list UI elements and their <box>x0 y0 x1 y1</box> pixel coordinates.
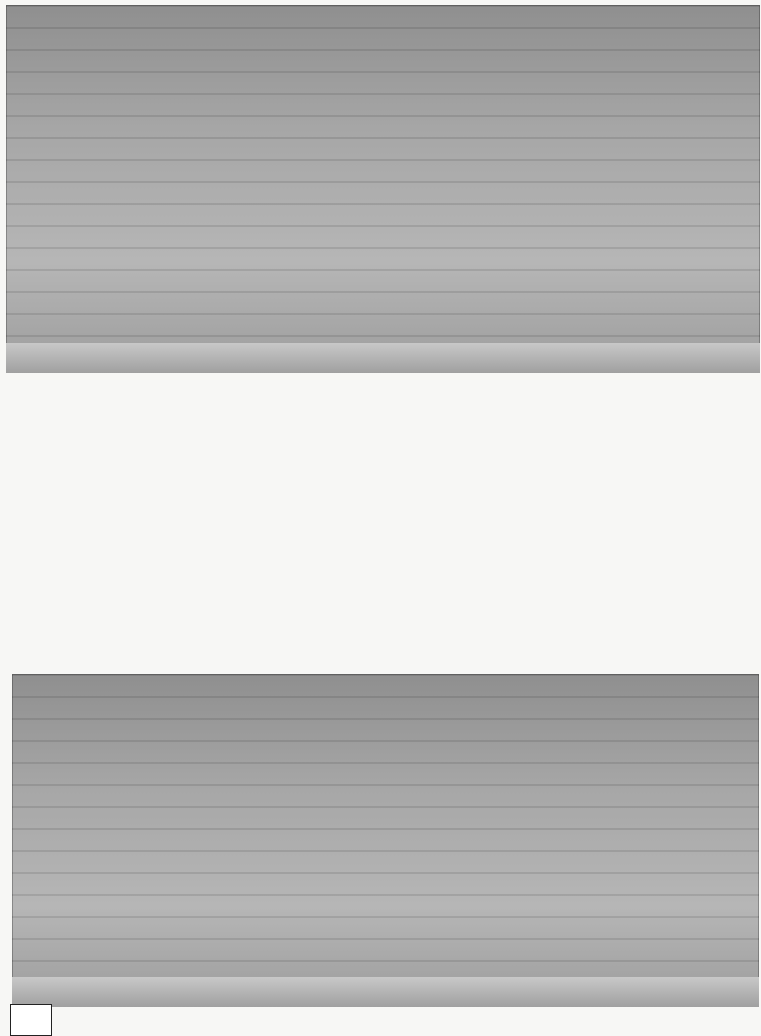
boys-class-photo <box>12 674 759 1007</box>
photo-floor <box>6 343 760 373</box>
page-number <box>10 1004 52 1036</box>
girls-class-photo <box>6 5 760 373</box>
photo-floor <box>12 977 759 1007</box>
